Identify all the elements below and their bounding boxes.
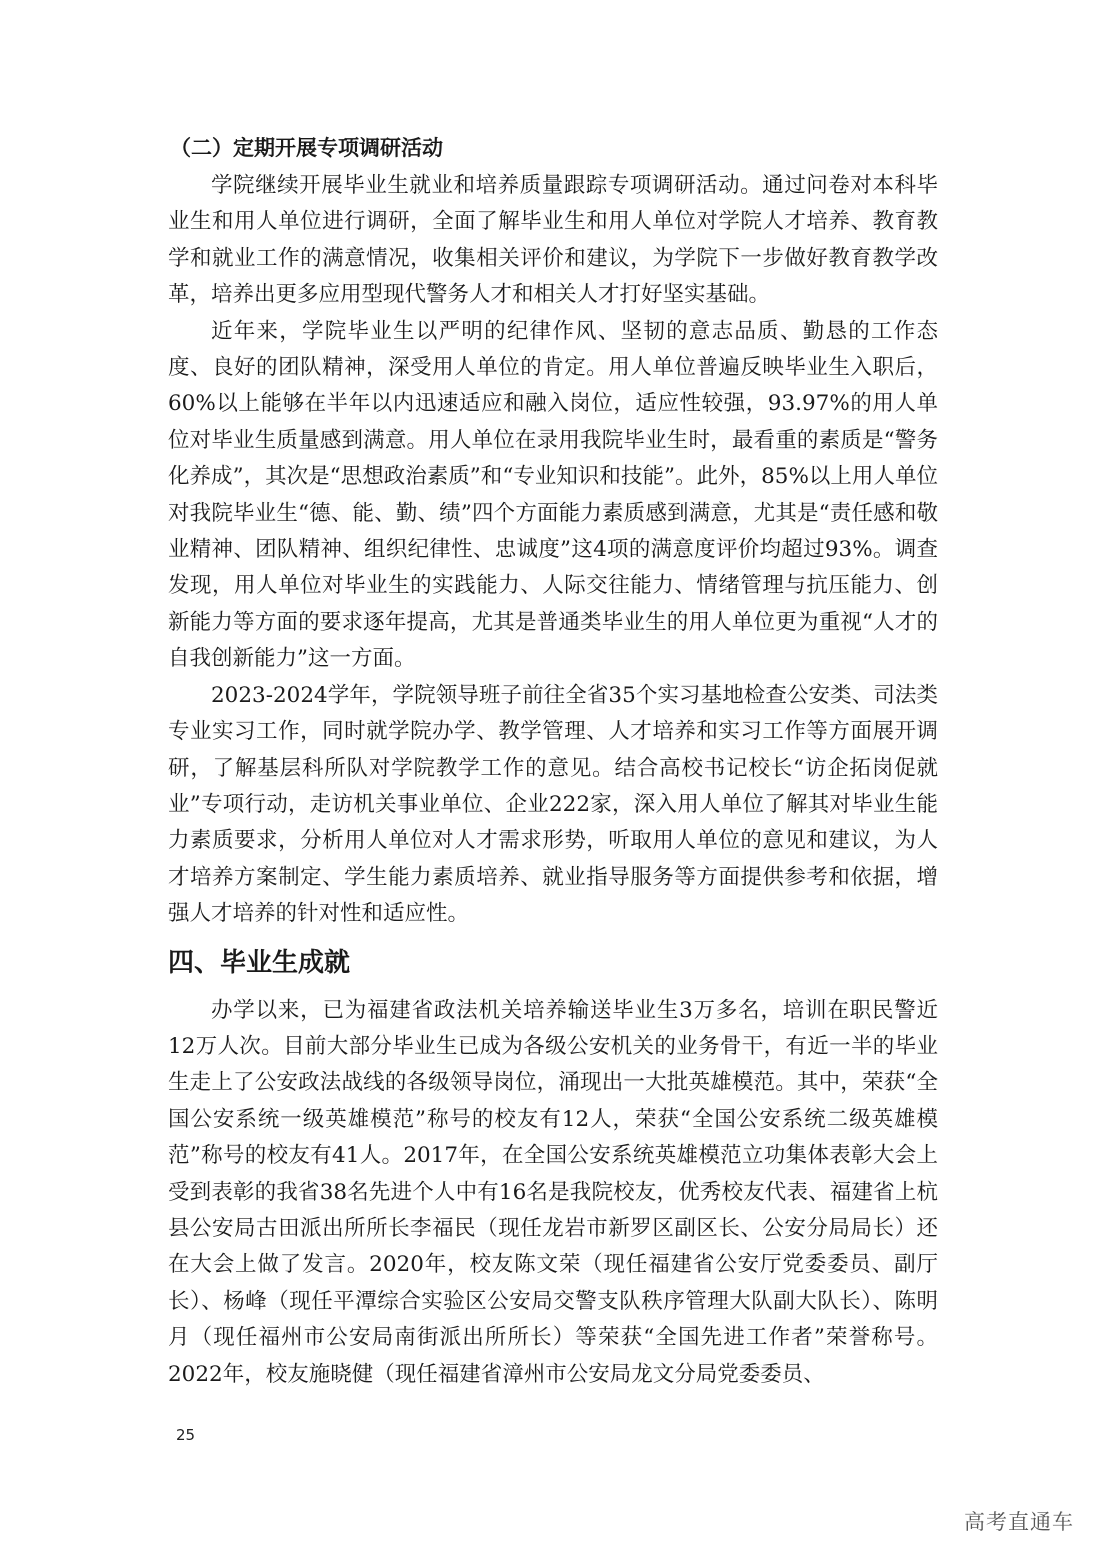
- paragraph-achievements: 办学以来，已为福建省政法机关培养输送毕业生3万多名，培训在职民警近12万人次。目前大部分毕业生已成为各级公安机关的业务骨干，有近一半的毕业生走上了公安政法战线的各级领导岗位，涌现出一大批英雄模范。其中，荣获“全国公安系统一级英雄模范”称号的校友有12人，荣获“全国公安系统二级英雄模范”称号的校友有41人。2017年，在全国公安系统英雄模范立功集体表彰大会上受到表彰的我省38名先进个人中有16名是我院校友，优秀校友代表、福建省上杭县公安局古田派出所所长李福民（现任龙岩市新罗区副区长、公安分局局长）还在大会上做了发言。2020年，校友陈文荣（现任福建省公安厅党委委员、副厅长）、杨峰（现任平潭综合实验区公安局交警支队秩序管理大队副大队长）、陈明月（现任福州市公安局南街派出所所长）等荣获“全国先进工作者”荣誉称号。2022年，校友施晓健（现任福建省漳州市公安局龙文分局党委委员、: [168, 997, 938, 1387]
- watermark-text: 高考直通车: [964, 1510, 1074, 1534]
- paragraph-survey-intro: 学院继续开展毕业生就业和培养质量跟踪专项调研活动。通过问卷对本科毕业生和用人单位进行调研，全面了解毕业生和用人单位对学院人才培养、教育教学和就业工作的满意情况，收集相关评价和建议，为学院下一步做好教育教学改革，培养出更多应用型现代警务人才和相关人才打好坚实基础。: [168, 173, 938, 308]
- paragraph-field-research: 2023-2024学年，学院领导班子前往全省35个实习基地检查公安类、司法类专业实习工作，同时就学院办学、教学管理、人才培养和实习工作等方面展开调研，了解基层科所队对学院教学工作的意见。结合高校书记校长“访企拓岗促就业”专项行动，走访机关事业单位、企业222家，深入用人单位了解其对毕业生能力素质要求，分析用人单位对人才需求形势，听取用人单位的意见和建议，为人才培养方案制定、学生能力素质培养、就业指导服务等方面提供参考和依据，增强人才培养的针对性和适应性。: [168, 682, 938, 927]
- section-subheading: （二）定期开展专项调研活动: [170, 136, 443, 160]
- achievements-heading: 四、毕业生成就: [168, 947, 351, 978]
- paragraph-employer-feedback: 近年来，学院毕业生以严明的纪律作风、坚韧的意志品质、勤恳的工作态度、良好的团队精神，深受用人单位的肯定。用人单位普遍反映毕业生入职后，60%以上能够在半年以内迅速适应和融入岗位，适应性较强，93.97%的用人单位对毕业生质量感到满意。用人单位在录用我院毕业生时，最看重的素质是“警务化养成”，其次是“思想政治素质”和“专业知识和技能”。此外，85%以上用人单位对我院毕业生“德、能、勤、绩”四个方面能力素质感到满意，尤其是“责任感和敬业精神、团队精神、组织纪律性、忠诚度”这4项的满意度评价均超过93%。调查发现，用人单位对毕业生的实践能力、人际交往能力、情绪管理与抗压能力、创新能力等方面的要求逐年提高，尤其是普通类毕业生的用人单位更为重视“人才的自我创新能力”这一方面。: [168, 318, 938, 672]
- page-number: 25: [176, 1426, 196, 1444]
- document-page: [168, 128, 938, 1393]
